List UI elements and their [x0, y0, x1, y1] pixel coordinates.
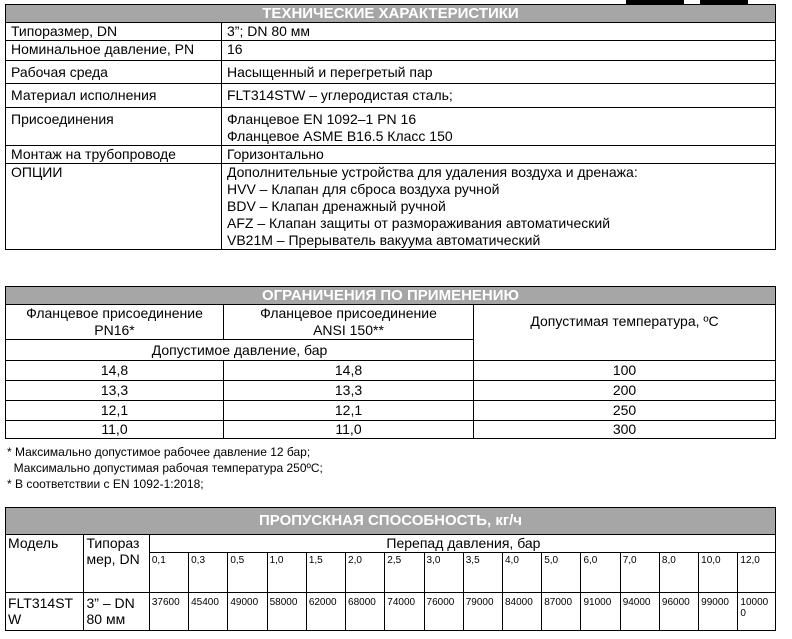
spec-value — [222, 61, 776, 84]
limits-col-ansi — [224, 305, 474, 340]
limits-table — [5, 286, 776, 439]
flow-pressure-cell: 1,0 — [267, 553, 306, 593]
spec-value — [222, 23, 776, 41]
spec-value — [222, 108, 776, 146]
spec-value-line: Фланцевое EN 1092–1 PN 16 — [227, 111, 417, 127]
limits-cell: 12,1 — [6, 401, 224, 421]
limits-cell: 14,8 — [6, 361, 224, 381]
spec-value-line: VB21M – Прерыватель вакуума автоматический — [227, 232, 541, 248]
limits-cell: 100 — [474, 361, 776, 381]
footnotes — [7, 444, 323, 492]
flow-value-cell: 37600 — [149, 593, 188, 631]
flow-size-value — [84, 593, 149, 631]
limits-cell: 11,0 — [6, 421, 224, 439]
flow-header: ПРОПУСКНАЯ СПОСОБНОСТЬ, кг/ч — [6, 508, 776, 535]
spec-row — [6, 23, 776, 41]
flow-pressure-cell: 4,0 — [502, 553, 541, 593]
col1-line: Фланцевое присоединение — [26, 305, 203, 321]
specifications-header: ТЕХНИЧЕСКИЕ ХАРАКТЕРИСТИКИ — [6, 5, 776, 23]
flow-capacity-table — [5, 507, 776, 631]
spec-label: Номинальное давление, PN — [6, 41, 222, 61]
specifications-table — [5, 4, 776, 250]
spec-value — [222, 164, 776, 250]
flow-pressure-cell: 2,0 — [346, 553, 385, 593]
limits-cell: 250 — [474, 401, 776, 421]
limits-cell: 300 — [474, 421, 776, 439]
flow-size-header — [84, 535, 149, 593]
flow-pressure-cell: 2,5 — [385, 553, 424, 593]
limits-cell: 200 — [474, 381, 776, 401]
flow-pressure-cell: 10,0 — [699, 553, 738, 593]
flow-pressure-cell: 3,5 — [463, 553, 502, 593]
spec-value-line: Горизонтально — [227, 146, 324, 162]
limits-cell: 13,3 — [6, 381, 224, 401]
spec-label: Монтаж на трубопроводе — [6, 146, 222, 164]
flow-pressure-cell: 5,0 — [542, 553, 581, 593]
spec-row — [6, 84, 776, 108]
flow-pressure-cell: 8,0 — [659, 553, 698, 593]
spec-value — [222, 84, 776, 108]
spec-label: Присоединения — [6, 108, 222, 146]
flow-value-cell: 76000 — [424, 593, 463, 631]
flow-pressure-cell: 12,0 — [738, 553, 776, 593]
limits-row — [6, 421, 776, 439]
flow-value-cell: 74000 — [385, 593, 424, 631]
flow-value-cell: 87000 — [542, 593, 581, 631]
spec-label: Типоразмер, DN — [6, 23, 222, 41]
flow-value-cell: 96000 — [659, 593, 698, 631]
limits-cell: 11,0 — [224, 421, 474, 439]
flow-value-cell: 49000 — [228, 593, 267, 631]
flow-drop-header: Перепад давления, бар — [149, 535, 775, 553]
footnote: * В соответствии с EN 1092-1:2018; — [7, 477, 204, 491]
limits-row — [6, 381, 776, 401]
flow-pressure-cell: 6,0 — [581, 553, 620, 593]
spec-value-line: 3”; DN 80 мм — [227, 23, 311, 39]
footnote: Максимально допустимая рабочая температура 250ºС; — [7, 461, 323, 475]
flow-value-cell: 99000 — [699, 593, 738, 631]
limits-cell: 12,1 — [224, 401, 474, 421]
limits-cell: 14,8 — [224, 361, 474, 381]
flow-pressure-cell: 3,0 — [424, 553, 463, 593]
limits-cell: 13,3 — [224, 381, 474, 401]
flow-model-line: FLT314ST — [8, 595, 74, 611]
flow-model-value — [6, 593, 84, 631]
flow-pressure-cell: 0,3 — [189, 553, 228, 593]
limits-subheader: Допустимое давление, бар — [6, 340, 474, 361]
limits-col-temperature: Допустимая температура, ºС — [474, 305, 776, 361]
flow-size-line: 3” – DN — [86, 595, 135, 611]
flow-value-cell: 68000 — [346, 593, 385, 631]
spec-value-line: Насыщенный и перегретый пар — [227, 64, 433, 80]
limits-header: ОГРАНИЧЕНИЯ ПО ПРИМЕНЕНИЮ — [6, 287, 776, 305]
limits-col-pn16 — [6, 305, 224, 340]
flow-pressure-cell: 7,0 — [620, 553, 659, 593]
flow-value-cell: 79000 — [463, 593, 502, 631]
spec-value-line: HVV – Клапан для сброса воздуха ручной — [227, 181, 500, 197]
spec-label: ОПЦИИ — [6, 164, 222, 250]
flow-size-header-line: мер, DN — [86, 551, 140, 567]
flow-value-cell: 84000 — [502, 593, 541, 631]
limits-row — [6, 401, 776, 421]
spec-value — [222, 41, 776, 61]
spec-value-line: Фланцевое ASME B16.5 Класс 150 — [227, 128, 453, 144]
limits-row — [6, 361, 776, 381]
spec-row — [6, 108, 776, 146]
col2-line: ANSI 150** — [313, 322, 384, 338]
spec-value-line: Дополнительные устройства для удаления воздуха и дренажа: — [227, 164, 638, 180]
flow-model-header: Модель — [6, 535, 84, 593]
flow-pressure-cell: 1,5 — [306, 553, 345, 593]
col1-line: PN16* — [94, 322, 135, 338]
spec-label: Материал исполнения — [6, 84, 222, 108]
spec-value-line: FLT314STW – углеродистая сталь; — [227, 87, 453, 103]
spec-row — [6, 164, 776, 250]
flow-value-cell: 94000 — [620, 593, 659, 631]
flow-pressure-cell: 0,1 — [149, 553, 188, 593]
footnote: * Максимально допустимое рабочее давление 12 бар; — [7, 445, 311, 459]
flow-pressure-cell: 0,5 — [228, 553, 267, 593]
flow-value-cell: 62000 — [306, 593, 345, 631]
flow-size-line: 80 мм — [86, 611, 126, 627]
spec-value — [222, 146, 776, 164]
spec-row — [6, 61, 776, 84]
spec-value-line: 16 — [227, 41, 243, 57]
flow-value-cell: 45400 — [189, 593, 228, 631]
flow-size-header-line: Типораз — [86, 535, 140, 551]
spec-row — [6, 146, 776, 164]
flow-value-cell: 91000 — [581, 593, 620, 631]
flow-value-cell: 10000 0 — [738, 593, 776, 631]
spec-row — [6, 41, 776, 61]
spec-value-line: BDV – Клапан дренажный ручной — [227, 198, 446, 214]
flow-model-line: W — [8, 611, 22, 627]
flow-value-cell: 58000 — [267, 593, 306, 631]
spec-label: Рабочая среда — [6, 61, 222, 84]
spec-value-line: AFZ – Клапан защиты от размораживания автоматический — [227, 215, 611, 231]
col2-line: Фланцевое присоединение — [260, 305, 437, 321]
